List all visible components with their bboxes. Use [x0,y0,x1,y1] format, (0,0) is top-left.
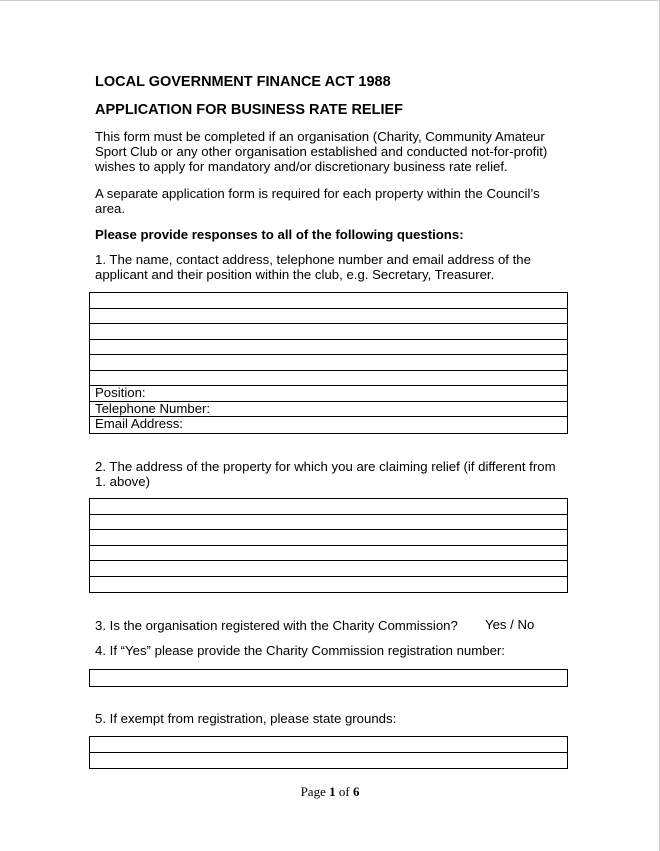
page-current: 1 [329,784,336,799]
exemption-grounds-box [89,736,568,769]
question-4-text: 4. If “Yes” please provide the Charity Commission registration number: [95,643,505,658]
applicant-line-4[interactable] [90,340,567,356]
page-border-top [0,0,660,1]
property-address-line[interactable] [90,561,567,577]
email-field[interactable]: Email Address: [95,417,183,431]
property-address-line[interactable] [90,546,567,562]
question-5-text: 5. If exempt from registration, please state grounds: [95,711,397,726]
position-field[interactable]: Position: [90,386,567,402]
page-total: 6 [352,784,360,799]
exemption-grounds-line[interactable] [90,753,567,769]
registration-number-field[interactable] [90,670,567,686]
page-number [0,784,660,800]
telephone-field[interactable]: Telephone Number: [90,402,567,418]
separate-form-note: A separate application form is required for each property within the Council’s area. [95,186,540,216]
property-address-line[interactable] [90,515,567,531]
applicant-line-3[interactable] [90,324,567,340]
form-title: APPLICATION FOR BUSINESS RATE RELIEF [95,102,404,118]
page-of: of [338,784,350,799]
question-1-text: 1. The name, contact address, telephone number and email address of the applicant and their position within the club, e.g. Secretary, Treasurer. [95,252,531,282]
applicant-details-box [89,292,568,434]
exemption-grounds-line[interactable] [90,737,567,753]
applicant-line-2[interactable] [90,309,567,325]
instruction-heading: Please provide responses to all of the following questions: [95,227,464,242]
intro-paragraph: This form must be completed if an organisation (Charity, Community Amateur Sport Club or any other organisation established and conducted not-for-profit) wishes to apply for mandatory and/or discretionary business rate relief. [95,129,548,174]
property-address-box [89,498,568,593]
page-word: Page [300,784,326,799]
applicant-line-6[interactable] [90,371,567,387]
registration-number-box [89,669,568,687]
property-address-line[interactable] [90,530,567,546]
question-2-text: 2. The address of the property for which you are claiming relief (if different from 1. above) [95,459,556,489]
property-address-line[interactable] [90,577,567,593]
applicant-line-5[interactable] [90,355,567,371]
property-address-line[interactable] [90,499,567,515]
act-title: LOCAL GOVERNMENT FINANCE ACT 1988 [95,74,391,90]
question-3-text: 3. Is the organisation registered with the Charity Commission? [95,618,458,633]
applicant-line-1[interactable] [90,293,567,309]
yes-no-options[interactable]: Yes / No [485,617,535,632]
